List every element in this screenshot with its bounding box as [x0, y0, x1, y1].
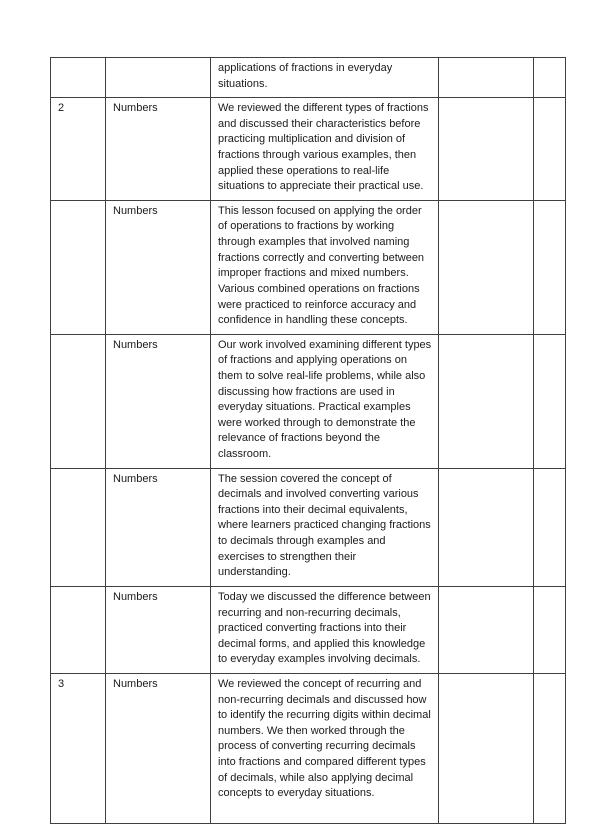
table-row [51, 58, 566, 98]
cell-week-number [51, 468, 106, 586]
cell-week-number: 3 [51, 673, 106, 823]
cell-empty-2 [534, 58, 566, 98]
cell-empty-2 [534, 468, 566, 586]
table-row [51, 200, 566, 334]
cell-description: This lesson focused on applying the order of operations to fractions by working through examples that involved naming fractions correctly and converting between improper fractions and mixed numbers. Various combined operations on fractions were practiced to reinforce accuracy and confidence in handling these concepts. [211, 200, 439, 334]
cell-subject: Numbers [106, 586, 211, 673]
cell-week-number [51, 586, 106, 673]
table-row [51, 468, 566, 586]
cell-empty-1 [439, 58, 534, 98]
cell-empty-1 [439, 468, 534, 586]
cell-empty-1 [439, 586, 534, 673]
cell-empty-1 [439, 673, 534, 823]
cell-empty-1 [439, 200, 534, 334]
table-row [51, 334, 566, 468]
cell-week-number [51, 58, 106, 98]
cell-subject: Numbers [106, 468, 211, 586]
cell-empty-1 [439, 334, 534, 468]
cell-description: Today we discussed the difference between recurring and non-recurring decimals, practiced converting fractions into their decimal forms, and applied this knowledge to everyday examples involving decimals. [211, 586, 439, 673]
cell-week-number [51, 334, 106, 468]
lesson-record-table-body [51, 58, 566, 824]
table-row [51, 98, 566, 201]
cell-description: applications of fractions in everyday situations. [211, 58, 439, 98]
table-row [51, 673, 566, 823]
lesson-record-table [50, 57, 566, 824]
cell-empty-2 [534, 586, 566, 673]
cell-week-number [51, 200, 106, 334]
cell-subject: Numbers [106, 673, 211, 823]
cell-empty-2 [534, 334, 566, 468]
cell-week-number: 2 [51, 98, 106, 201]
cell-description: We reviewed the different types of fractions and discussed their characteristics before practicing multiplication and division of fractions through various examples, then applied these operations to real-life situations to appreciate their practical use. [211, 98, 439, 201]
cell-empty-2 [534, 200, 566, 334]
cell-empty-1 [439, 98, 534, 201]
cell-subject: Numbers [106, 334, 211, 468]
cell-description: Our work involved examining different types of fractions and applying operations on them to solve real-life problems, while also discussing how fractions are used in everyday situations. Practical examples were worked through to demonstrate the relevance of fractions beyond the classroom. [211, 334, 439, 468]
cell-subject [106, 58, 211, 98]
table-row [51, 586, 566, 673]
cell-subject: Numbers [106, 200, 211, 334]
cell-description: The session covered the concept of decimals and involved converting various fractions into their decimal equivalents, where learners practiced changing fractions to decimals through examples and exercises to strengthen their understanding. [211, 468, 439, 586]
cell-subject: Numbers [106, 98, 211, 201]
cell-empty-2 [534, 98, 566, 201]
cell-empty-2 [534, 673, 566, 823]
cell-description: We reviewed the concept of recurring and non-recurring decimals and discussed how to identify the recurring digits within decimal numbers. We then worked through the process of converting recurring decimals into fractions and compared different types of decimals, while also applying decimal concepts to everyday situations. [211, 673, 439, 823]
